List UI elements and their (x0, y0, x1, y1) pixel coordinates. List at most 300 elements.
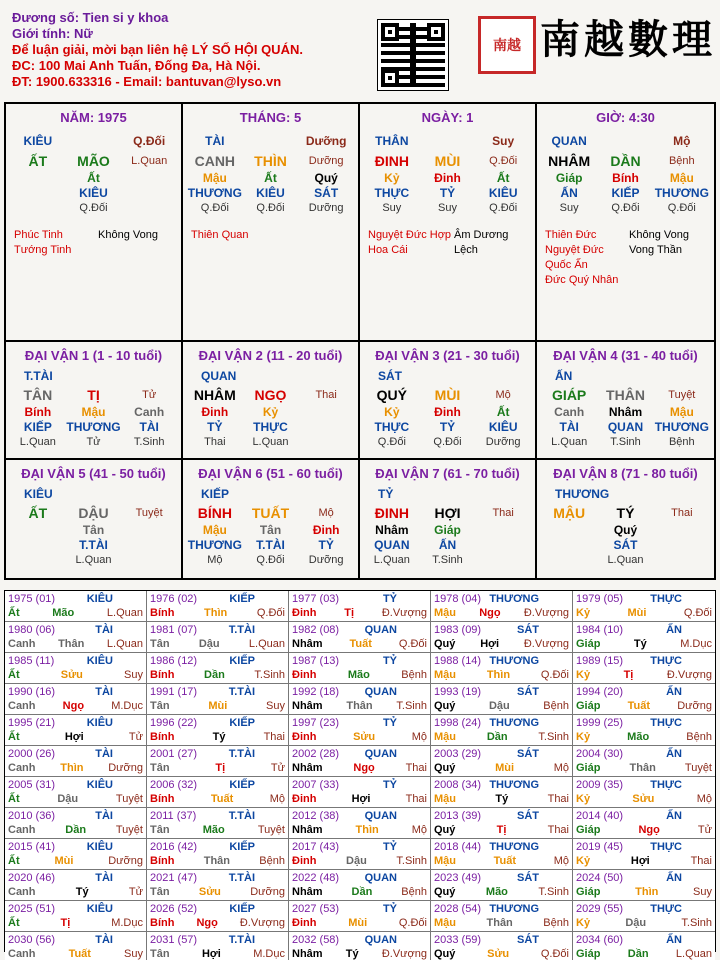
year-cell[interactable] (147, 901, 289, 932)
year-cell[interactable] (5, 870, 147, 901)
year-god: T.TÀI (228, 748, 255, 760)
hidden-stem-cell: Nhâm (375, 523, 409, 537)
year-god: THƯƠNG (489, 717, 539, 729)
year-stem-branch (150, 668, 285, 682)
pillar-god: QUAN (551, 134, 587, 148)
pillar-0 (6, 104, 183, 340)
hidden-stem-row (10, 405, 177, 420)
hidden-stem-cell: TÀI (139, 420, 159, 434)
year-cell[interactable] (431, 684, 573, 715)
luck-pillar-6[interactable] (183, 460, 360, 578)
year-god: TỶ (382, 655, 397, 667)
year-header (434, 871, 569, 885)
year-cell[interactable] (289, 746, 431, 777)
star-label: Tướng Tinh (14, 244, 72, 256)
year-header (8, 654, 143, 668)
year-stem-branch (292, 947, 427, 960)
year-god: T.TÀI (228, 872, 255, 884)
year-cell[interactable] (147, 808, 289, 839)
year-phase: Dưỡng (108, 762, 143, 774)
year-cell[interactable] (5, 839, 147, 870)
luck-pillar-1[interactable] (6, 342, 183, 460)
year-stem-branch (8, 761, 143, 775)
year-stem-branch (150, 916, 285, 930)
year-header (292, 778, 427, 792)
hidden-stem-row (364, 201, 531, 216)
year-stem: Giáp (576, 638, 601, 650)
year-stem-branch (8, 885, 143, 899)
year-branch: Hợi (351, 793, 371, 805)
hidden-stem-cell (654, 538, 710, 553)
year-header (8, 840, 143, 854)
year-cell[interactable] (5, 715, 147, 746)
earthly-branch: MÙI (434, 387, 461, 403)
year-stem-branch (150, 947, 285, 960)
year-god: ẤN (666, 872, 682, 884)
year-branch: Ngọ (353, 762, 375, 774)
luck-pillar-god: ẤN (555, 369, 573, 383)
year-stem: Quý (434, 700, 456, 712)
hidden-stem-cell: Q.Đối (611, 202, 640, 214)
year-branch: Thìn (486, 669, 511, 681)
year-phase: Q.Đối (540, 948, 569, 960)
hidden-stem-row (10, 553, 177, 568)
year-branch: Tuất (349, 638, 372, 650)
year-cell[interactable] (147, 715, 289, 746)
year-stem-branch (292, 699, 427, 713)
hidden-stem-cell: Q.Đối (667, 202, 696, 214)
year-label: 1978 (04) (434, 593, 482, 605)
hidden-stem-cell: THƯƠNG (187, 538, 242, 552)
year-cell[interactable] (289, 622, 431, 653)
year-god: QUAN (364, 934, 397, 946)
pillar-god: Q.Đối (133, 134, 166, 148)
year-god: KIẾP (229, 779, 255, 791)
hidden-stem-cell: TỶ (439, 186, 456, 200)
year-cell[interactable] (431, 932, 573, 960)
luck-pillars-panel (4, 342, 716, 580)
year-cell[interactable] (5, 684, 147, 715)
hidden-stem-cell: Giáp (555, 171, 583, 185)
earthly-branch: DẦN (610, 153, 641, 169)
hidden-stem-cell: T.Sinh (610, 436, 641, 448)
luck-pillar-title: ĐẠI VẬN 4 (31 - 40 tuổi) (553, 348, 698, 363)
year-cell[interactable] (431, 839, 573, 870)
year-header (150, 840, 285, 854)
year-cell[interactable] (573, 808, 715, 839)
year-stem: Mậu (434, 793, 456, 805)
year-god: KIẾP (229, 655, 255, 667)
luck-pillar-2[interactable] (183, 342, 360, 460)
year-stem: Nhâm (292, 824, 323, 836)
year-header (8, 623, 143, 637)
year-label: 2017 (43) (292, 841, 340, 853)
year-phase: Mộ (553, 855, 569, 867)
year-cell[interactable] (431, 715, 573, 746)
year-header (434, 592, 569, 606)
year-stem: Ất (8, 669, 20, 681)
year-cell[interactable] (289, 870, 431, 901)
year-stem-branch (576, 885, 712, 899)
year-stem-branch (8, 823, 143, 837)
year-label: 1981 (07) (150, 624, 198, 636)
year-label: 2009 (35) (576, 779, 624, 791)
year-branch: Tý (495, 793, 509, 805)
hidden-stem-cell: Bính (612, 171, 639, 185)
luck-pillar-title: ĐẠI VẬN 8 (71 - 80 tuổi) (553, 466, 698, 481)
luck-pillar-god: KIÊU (24, 487, 53, 501)
year-phase: Tuyệt (684, 762, 712, 774)
hidden-stem-cell: T.TÀI (256, 538, 285, 552)
year-branch: Thìn (204, 607, 228, 619)
hidden-stem-row (10, 435, 177, 450)
heavenly-stem: CANH (194, 153, 236, 169)
year-stem-branch (292, 606, 427, 620)
hidden-stem-cell: THƯƠNG (654, 420, 709, 434)
year-cell[interactable] (147, 777, 289, 808)
year-header (292, 933, 427, 947)
year-stem: Kỷ (576, 793, 591, 805)
hidden-stem-cell: Kỷ (384, 171, 400, 185)
hidden-stem-cell: SÁT (613, 538, 638, 552)
year-phase: Bệnh (686, 731, 712, 743)
year-stem: Quý (434, 886, 456, 898)
year-phase: Mộ (411, 731, 427, 743)
hidden-stem-row (364, 538, 531, 553)
hidden-stem-cell: L.Quan (252, 436, 289, 448)
year-stem-branch (292, 854, 427, 868)
hidden-stem-cell: THỰC (374, 186, 410, 200)
year-cell[interactable] (289, 808, 431, 839)
pillar-god-row (541, 131, 710, 151)
hidden-stem-cell (121, 553, 177, 568)
year-cell[interactable] (289, 715, 431, 746)
star-label: Nguyệt Đức (545, 244, 604, 256)
year-cell[interactable] (573, 839, 715, 870)
year-cell[interactable] (431, 777, 573, 808)
year-stem: Đinh (292, 731, 317, 743)
year-god: THƯƠNG (489, 841, 539, 853)
luck-stem-branch-row (541, 385, 710, 405)
year-label: 2000 (26) (8, 748, 56, 760)
year-stem: Kỷ (576, 917, 591, 929)
year-header (434, 685, 569, 699)
year-branch: Tị (344, 607, 355, 619)
hidden-stem-cell: KIÊU (256, 186, 285, 200)
year-cell[interactable] (431, 746, 573, 777)
star-label: Phúc Tinh (14, 229, 63, 241)
year-header (150, 747, 285, 761)
year-cell[interactable] (573, 932, 715, 960)
year-cell[interactable] (289, 932, 431, 960)
pillar-god: Suy (492, 134, 515, 148)
luck-pillar-3[interactable] (360, 342, 537, 460)
year-phase: Tử (270, 762, 285, 774)
year-god: KIÊU (86, 903, 113, 915)
year-stem: Tân (150, 824, 170, 836)
hidden-stem-cell (298, 420, 354, 435)
year-phase: Suy (693, 886, 712, 898)
year-god: THỰC (650, 655, 682, 667)
logo-text: 南越數理 (540, 16, 716, 63)
year-god: QUAN (364, 686, 397, 698)
year-cell[interactable] (147, 932, 289, 960)
luck-stem-branch-row (187, 385, 354, 405)
year-cell[interactable] (431, 901, 573, 932)
year-phase: Đ.Vượng (381, 948, 427, 960)
year-cell[interactable] (5, 777, 147, 808)
year-phase: L.Quan (675, 948, 712, 960)
year-stem-branch (8, 792, 143, 806)
hidden-stem-cell (121, 201, 177, 216)
hidden-stem-cell (541, 553, 597, 568)
year-branch: Mùi (208, 700, 228, 712)
year-cell[interactable] (5, 901, 147, 932)
year-phase: L.Quan (248, 638, 285, 650)
year-branch: Sửu (487, 948, 510, 960)
year-stem-branch (434, 885, 569, 899)
pillar-title: NGÀY: 1 (421, 110, 474, 125)
hidden-stem-cell (298, 405, 354, 420)
year-header (434, 654, 569, 668)
year-branch: Tị (623, 669, 634, 681)
year-cell[interactable] (147, 622, 289, 653)
year-god: TỶ (382, 903, 397, 915)
year-cell[interactable] (147, 870, 289, 901)
year-god: TÀI (95, 810, 113, 822)
year-stem: Canh (8, 886, 36, 898)
pillar-god: TÀI (205, 134, 225, 148)
heavenly-stem: ĐINH (374, 153, 409, 169)
year-cell[interactable] (431, 808, 573, 839)
year-cell[interactable] (431, 591, 573, 622)
year-branch: Tý (633, 638, 647, 650)
year-phase: Suy (124, 948, 143, 960)
year-god: TÀI (95, 934, 113, 946)
year-header (150, 592, 285, 606)
year-stem-branch (434, 947, 569, 960)
year-header (150, 809, 285, 823)
year-header (576, 716, 712, 730)
year-branch: Dậu (346, 855, 367, 867)
year-god: TÀI (95, 624, 113, 636)
year-phase: Thai (547, 793, 569, 805)
year-cell[interactable] (431, 870, 573, 901)
year-stem: Mậu (434, 669, 456, 681)
year-stem-branch (292, 916, 427, 930)
year-phase: Suy (266, 700, 285, 712)
heavenly-stem: ĐINH (374, 505, 409, 521)
year-cell[interactable] (431, 653, 573, 684)
year-phase: Tuyệt (115, 793, 143, 805)
year-cell[interactable] (5, 746, 147, 777)
year-cell[interactable] (573, 715, 715, 746)
hidden-stem-cell: Dưỡng (308, 554, 344, 566)
year-branch: Hợi (480, 638, 500, 650)
year-cell[interactable] (147, 839, 289, 870)
year-header (8, 778, 143, 792)
year-cell[interactable] (289, 591, 431, 622)
hidden-stem-row (541, 523, 710, 538)
hidden-stem-row (541, 201, 710, 216)
year-stem: Kỷ (576, 855, 591, 867)
luck-pillar-7[interactable] (360, 460, 537, 578)
year-god: TỶ (382, 717, 397, 729)
year-phase: M.Dục (253, 948, 285, 960)
hidden-stem-row (10, 420, 177, 435)
year-cell[interactable] (5, 808, 147, 839)
heavenly-stem: ẤT (28, 505, 48, 521)
year-cell[interactable] (573, 684, 715, 715)
year-god: KIÊU (86, 593, 113, 605)
year-cell[interactable] (5, 622, 147, 653)
growth-phase: Thai (671, 507, 693, 519)
year-stem: Mậu (434, 917, 456, 929)
growth-phase: L.Quan (131, 155, 168, 167)
hidden-stem-cell: QUAN (374, 538, 410, 552)
year-cell[interactable] (573, 591, 715, 622)
heavenly-stem: QUÝ (376, 387, 407, 403)
year-label: 1996 (22) (150, 717, 198, 729)
year-stem: Bính (150, 731, 175, 743)
year-stem: Giáp (576, 700, 601, 712)
hidden-stem-cell (475, 553, 531, 568)
hidden-stem-cell: THƯƠNG (66, 420, 121, 434)
year-cell[interactable] (147, 653, 289, 684)
year-header (150, 685, 285, 699)
year-cell[interactable] (573, 870, 715, 901)
year-cell[interactable] (289, 684, 431, 715)
year-god: THƯƠNG (489, 779, 539, 791)
year-header (8, 716, 143, 730)
luck-stem-branch-row (541, 503, 710, 523)
year-cell[interactable] (5, 932, 147, 960)
year-label: 2033 (59) (434, 934, 482, 946)
year-stem-branch (150, 761, 285, 775)
year-god: KIẾP (229, 717, 255, 729)
year-cell[interactable] (5, 653, 147, 684)
year-cell[interactable] (289, 653, 431, 684)
year-stem: Giáp (576, 886, 601, 898)
hidden-stem-cell: Thai (204, 436, 226, 448)
year-cell[interactable] (5, 591, 147, 622)
year-header (434, 840, 569, 854)
year-god: TỶ (382, 779, 397, 791)
year-branch: Tị (496, 824, 507, 836)
year-branch: Mão (52, 607, 75, 619)
year-header (8, 747, 143, 761)
gender-line: Giới tính: Nữ (12, 26, 93, 41)
hidden-stem-cell: T.TÀI (79, 538, 108, 552)
year-stem: Ất (8, 917, 20, 929)
year-cell[interactable] (289, 839, 431, 870)
growth-phase: Thai (492, 507, 514, 519)
year-cell[interactable] (573, 901, 715, 932)
year-stem-branch (576, 916, 712, 930)
year-cell[interactable] (573, 746, 715, 777)
hidden-stem-cell: TÀI (559, 420, 579, 434)
year-cell[interactable] (573, 622, 715, 653)
year-god: TÀI (95, 686, 113, 698)
year-header (8, 685, 143, 699)
year-cell[interactable] (431, 622, 573, 653)
hidden-stem-cell: Mậu (669, 405, 694, 419)
year-branch: Sửu (198, 886, 221, 898)
year-header (150, 654, 285, 668)
luck-pillar-8[interactable] (537, 460, 714, 578)
year-stem-branch (150, 606, 285, 620)
year-cell[interactable] (573, 653, 715, 684)
luck-pillar-5[interactable] (6, 460, 183, 578)
subject-line: Đương số: Tien si y khoa (12, 10, 169, 25)
hidden-stem-cell: ẤN (438, 538, 457, 552)
hidden-stem-cell: Mậu (202, 523, 227, 537)
year-header (150, 778, 285, 792)
year-phase: Đ.Vượng (523, 607, 569, 619)
earthly-branch: TUẤT (251, 505, 290, 521)
year-stem-branch (150, 699, 285, 713)
year-branch: Mão (347, 669, 370, 681)
gender-value: Nữ (73, 26, 93, 41)
year-stem-branch (434, 854, 569, 868)
year-branch: Thân (203, 855, 231, 867)
year-phase: Đ.Vượng (381, 607, 427, 619)
year-cell[interactable] (147, 684, 289, 715)
hidden-stem-row (541, 538, 710, 553)
year-god: THỰC (650, 593, 682, 605)
luck-pillar-4[interactable] (537, 342, 714, 460)
year-label: 2024 (50) (576, 872, 624, 884)
year-header (292, 809, 427, 823)
growth-phase: Dưỡng (308, 155, 344, 167)
growth-phase: Tuyệt (135, 507, 163, 519)
year-header (434, 809, 569, 823)
year-phase: Dưỡng (677, 700, 712, 712)
year-label: 2005 (31) (8, 779, 56, 791)
year-stem: Nhâm (292, 638, 323, 650)
year-phase: Q.Đối (683, 607, 712, 619)
year-header (292, 716, 427, 730)
year-header (576, 623, 712, 637)
year-label: 1997 (23) (292, 717, 340, 729)
hidden-stem-cell: Mậu (669, 171, 694, 185)
heavenly-stem: NHÂM (193, 387, 236, 403)
year-phase: Q.Đối (256, 607, 285, 619)
year-cell[interactable] (289, 901, 431, 932)
year-header (434, 623, 569, 637)
qr-code-icon[interactable] (378, 20, 448, 90)
year-cell[interactable] (289, 777, 431, 808)
year-cell[interactable] (147, 591, 289, 622)
year-cell[interactable] (573, 777, 715, 808)
year-stem-branch (292, 885, 427, 899)
year-stem-branch (8, 668, 143, 682)
year-phase: Đ.Vượng (666, 669, 712, 681)
year-phase: L.Quan (106, 607, 143, 619)
pillar-stem-branch-row (10, 151, 177, 171)
year-stem-branch (8, 699, 143, 713)
year-cell[interactable] (147, 746, 289, 777)
year-stem: Canh (8, 824, 36, 836)
year-stem: Quý (434, 762, 456, 774)
year-header (292, 840, 427, 854)
year-god: T.TÀI (228, 934, 255, 946)
hidden-stem-row (10, 538, 177, 553)
hidden-stem-cell: Bệnh (668, 436, 695, 448)
special-stars-right (629, 228, 689, 258)
star-label: Nguyệt Đức Hợp (368, 229, 452, 241)
year-branch: Dần (627, 948, 649, 960)
